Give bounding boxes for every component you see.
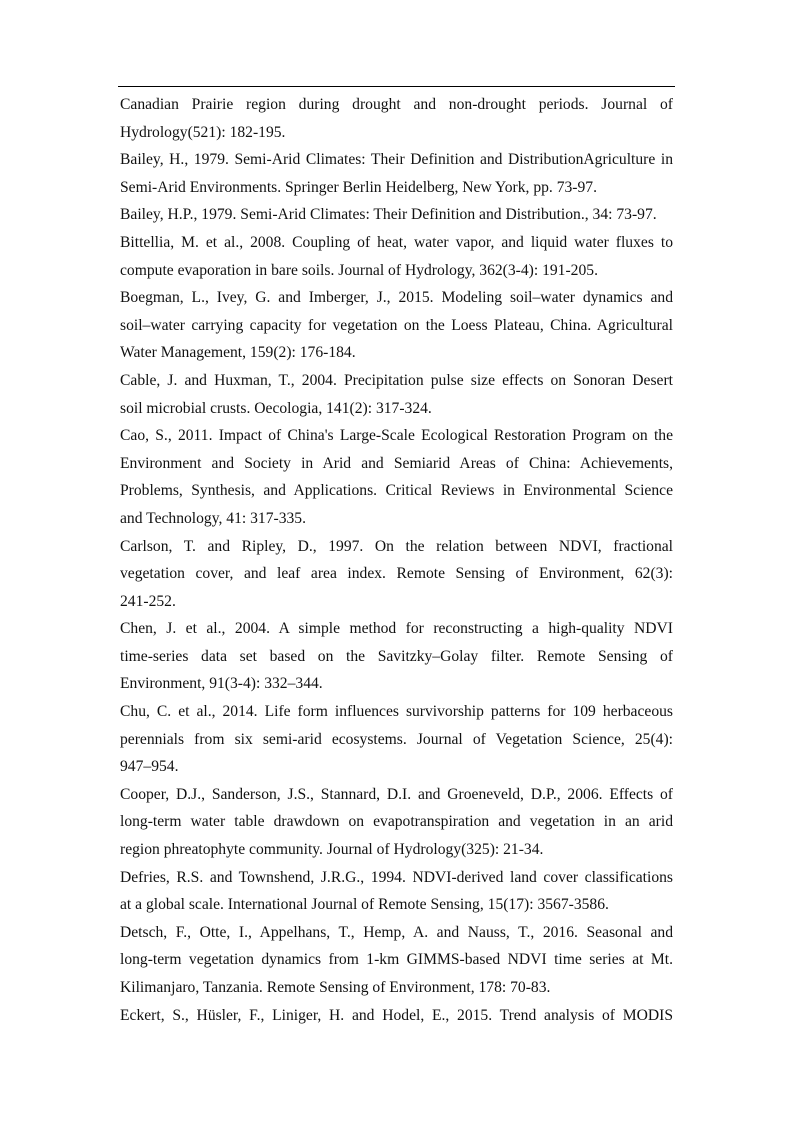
reference-line: Cable, J. and Huxman, T., 2004. Precipitation pulse size effects on Sonoran Desert xyxy=(120,371,673,389)
reference-line: Boegman, L., Ivey, G. and Imberger, J., 2015. Modeling soil–water dynamics and xyxy=(120,289,673,307)
header-rule xyxy=(118,86,675,87)
reference-line: vegetation cover, and leaf area index. Remote Sensing of Environment, 62(3): xyxy=(120,565,673,583)
reference-line: soil microbial crusts. Oecologia, 141(2): 317-324. xyxy=(120,399,432,417)
reference-entry xyxy=(120,201,673,229)
reference-list xyxy=(120,91,673,1029)
reference-line: compute evaporation in bare soils. Journal of Hydrology, 362(3-4): 191-205. xyxy=(120,261,598,279)
reference-entry xyxy=(120,284,673,367)
reference-entry xyxy=(120,781,673,864)
reference-line: Bailey, H.P., 1979. Semi-Arid Climates: Their Definition and Distribution., 34: 73-97. xyxy=(120,206,657,224)
reference-line: perennials from six semi‐arid ecosystems. Journal of Vegetation Science, 25(4): xyxy=(120,730,673,748)
reference-line: soil–water carrying capacity for vegetation on the Loess Plateau, China. Agricultural xyxy=(120,316,673,334)
reference-line: time-series data set based on the Savitzky–Golay filter. Remote Sensing of xyxy=(120,647,673,665)
reference-entry xyxy=(120,1002,673,1030)
reference-line: Cao, S., 2011. Impact of China's Large-Scale Ecological Restoration Program on the xyxy=(120,427,673,445)
reference-line: Chu, C. et al., 2014. Life form influences survivorship patterns for 109 herbaceous xyxy=(120,703,673,721)
reference-line: Chen, J. et al., 2004. A simple method for reconstructing a high-quality NDVI xyxy=(120,620,673,638)
reference-line: 947–954. xyxy=(120,758,179,776)
reference-line: Eckert, S., Hüsler, F., Liniger, H. and Hodel, E., 2015. Trend analysis of MODIS xyxy=(120,1006,673,1024)
reference-entry xyxy=(120,91,673,146)
reference-entry xyxy=(120,919,673,1002)
reference-line: Environment, 91(3-4): 332–344. xyxy=(120,675,323,693)
reference-line: Canadian Prairie region during drought and non-drought periods. Journal of xyxy=(120,96,673,113)
reference-line: Semi-Arid Environments. Springer Berlin Heidelberg, New York, pp. 73-97. xyxy=(120,178,597,196)
reference-entry xyxy=(120,864,673,919)
reference-line: Water Management, 159(2): 176-184. xyxy=(120,344,356,362)
reference-entry xyxy=(120,229,673,284)
reference-line: Hydrology(521): 182-195. xyxy=(120,123,286,141)
reference-line: region phreatophyte community. Journal of Hydrology(325): 21-34. xyxy=(120,841,544,859)
reference-entry xyxy=(120,146,673,201)
reference-line: at a global scale. International Journal of Remote Sensing, 15(17): 3567-3586. xyxy=(120,896,609,914)
reference-line: long-term water table drawdown on evapotranspiration and vegetation in an arid xyxy=(120,813,673,831)
reference-line: Detsch, F., Otte, I., Appelhans, T., Hemp, A. and Nauss, T., 2016. Seasonal and xyxy=(120,923,673,941)
reference-line: Bittellia, M. et al., 2008. Coupling of heat, water vapor, and liquid water fluxes to xyxy=(120,233,673,251)
reference-entry xyxy=(120,698,673,781)
reference-line: and Technology, 41: 317-335. xyxy=(120,509,307,527)
reference-line: long-term vegetation dynamics from 1-km GIMMS-based NDVI time series at Mt. xyxy=(120,951,673,969)
reference-line: Cooper, D.J., Sanderson, J.S., Stannard, D.I. and Groeneveld, D.P., 2006. Effects of xyxy=(120,785,673,803)
reference-line: Kilimanjaro, Tanzania. Remote Sensing of Environment, 178: 70-83. xyxy=(120,979,551,996)
reference-entry xyxy=(120,615,673,698)
reference-entry xyxy=(120,422,673,532)
reference-line: Bailey, H., 1979. Semi-Arid Climates: Their Definition and DistributionAgriculture in xyxy=(120,151,673,169)
reference-line: Environment and Society in Arid and Semiarid Areas of China: Achievements, xyxy=(120,454,673,472)
reference-entry xyxy=(120,533,673,616)
reference-line: Carlson, T. and Ripley, D., 1997. On the relation between NDVI, fractional xyxy=(120,537,673,555)
reference-line: Problems, Synthesis, and Applications. Critical Reviews in Environmental Science xyxy=(120,482,673,500)
reference-line: 241-252. xyxy=(120,592,176,610)
reference-line: Defries, R.S. and Townshend, J.R.G., 1994. NDVI-derived land cover classifications xyxy=(120,868,673,886)
reference-entry xyxy=(120,367,673,422)
